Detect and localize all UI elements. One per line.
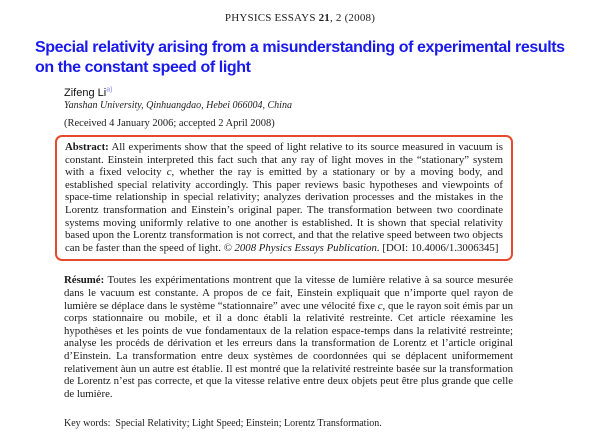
resume-text-1: Toutes les expérimentations montrent que la vitesse de lumière relative à sa source mesurée dans le vacuum est constante. A propos de ce fait, Einstein expliquait que n’importe quel rayon de lumière se déplace dans le système “stationnaire” avec une vélocité fixe	[64, 274, 513, 312]
abstract-text-2: , whether the ray is emitted by a stationary or by a moving body, and established special relativity accordingly. This paper reviews basic hypotheses and viewpoints of space-time relationship in special relativity; analyzes derivation processes and the mistakes in the Lorentz transformation and Einstein’s original paper. The transformation between two coordinate systems moving uniformly relative to one another is established. It is shown that special relativity based upon the Lorentz transformation is not correct, and that the relative speed between two objects can be faster than the speed of light.	[65, 166, 503, 254]
author-footnote-link[interactable]: a)	[106, 86, 113, 94]
doi-text: [DOI: 10.4006/1.3006345]	[382, 241, 499, 254]
keywords-label: Key words:	[64, 418, 111, 430]
journal-name: PHYSICS ESSAYS	[224, 12, 316, 24]
resume-label: Résumé:	[64, 274, 105, 287]
journal-volume: 21	[318, 12, 331, 24]
copyright-notice: © 2008 Physics Essays Publication.	[223, 241, 380, 254]
velocity-symbol-fr: c	[377, 299, 383, 312]
paper-title: Special relativity arising from a misunderstanding of experimental results on the constant speed of light	[35, 39, 565, 76]
received-dates: (Received 4 January 2006; accepted 2 April 2008)	[64, 118, 275, 129]
abstract-paragraph	[65, 141, 503, 254]
keywords-line	[64, 418, 600, 429]
velocity-symbol: c	[166, 166, 172, 179]
abstract-box	[55, 135, 513, 261]
author-name: Zifeng Li	[64, 87, 107, 99]
keywords-value: Special Relativity; Light Speed; Einstein; Lorentz Transformation.	[115, 418, 382, 430]
journal-issue: , 2 (2008)	[330, 12, 376, 24]
author-affiliation: Yanshan University, Qinhuangdao, Hebei 066004, China	[64, 100, 292, 111]
resume-paragraph	[64, 274, 513, 400]
abstract-text-1: All experiments show that the speed of light relative to its source measured in vacuum is constant. Einstein interpreted this fact such that any ray of light moves in the “stationary” system with a fixed velocity	[65, 141, 503, 179]
author-line	[64, 87, 600, 99]
resume-block	[64, 274, 513, 400]
resume-text-2: , que le rayon soit émis par un corps stationnaire ou mobile, et il a donc établi la relativité restreinte. Cet article réexamine les hypothèses et les points de vue fondamentaux de la relation espace-temps dans la relativité restreinte; analyse les procéds de dérivation et les erreurs dans la transformation de Lorentz et l’article original d’Einstein. La transformation entre deux systèmes de coordonnées qui se déplacent uniformement relativement àun un autre est établie. Il est montré que la relativité restreinte basée sur la transformation de Lorentz n’est pas correcte, et que la vitesse relative entre deux objets peut être plus grande que celle de lumière.	[64, 299, 513, 400]
abstract-label: Abstract:	[65, 141, 109, 153]
paper-page	[0, 12, 600, 429]
author-block	[64, 87, 600, 112]
journal-header	[0, 12, 600, 24]
